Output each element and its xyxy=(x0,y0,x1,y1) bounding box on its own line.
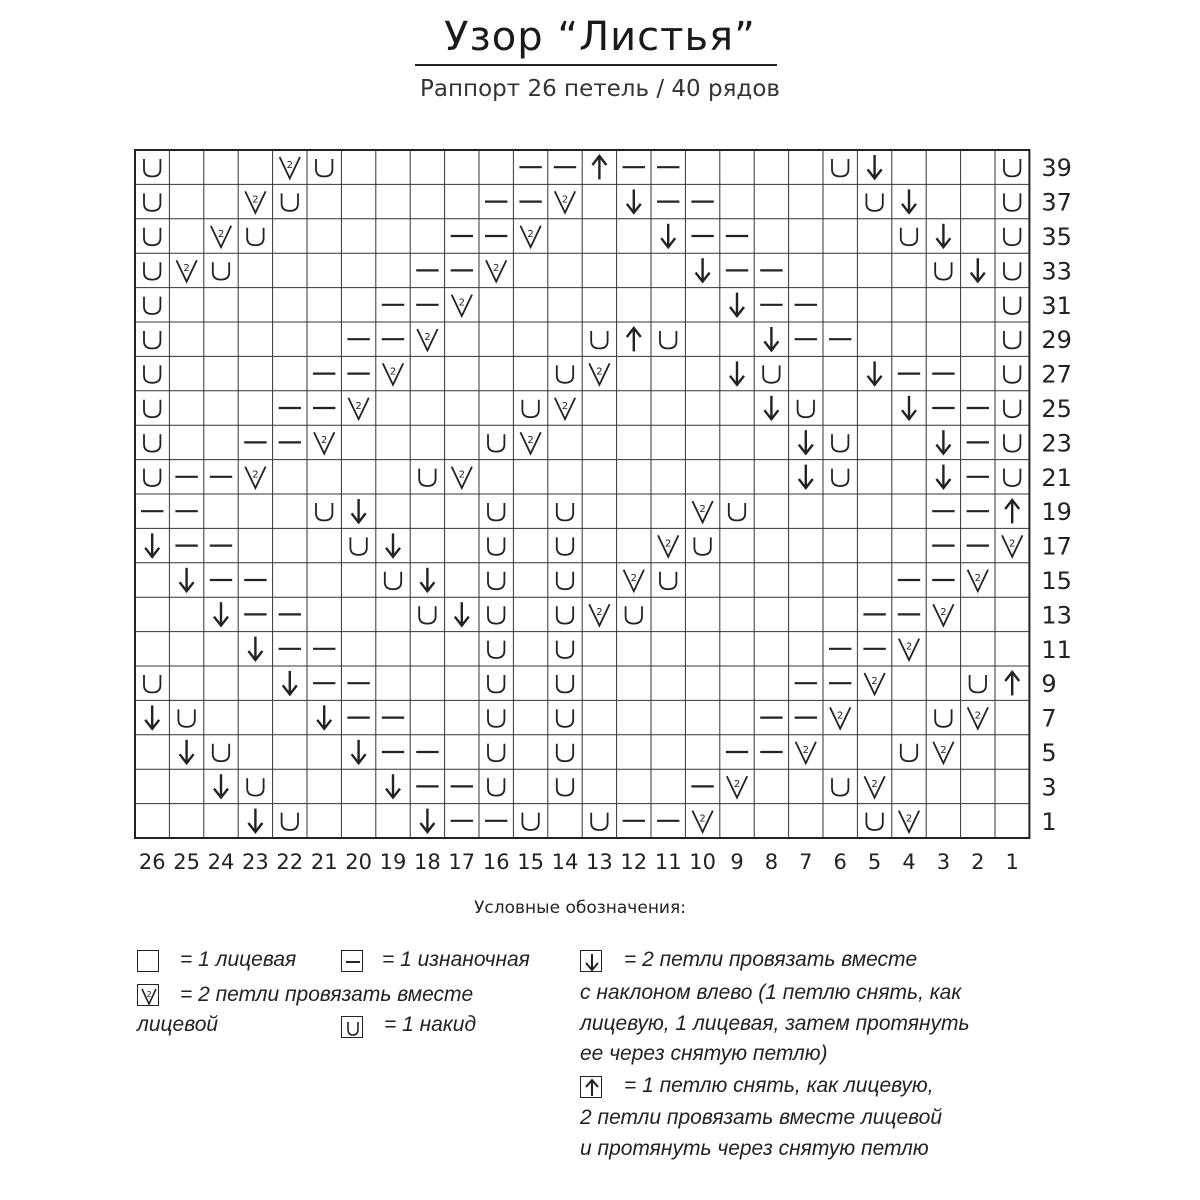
k2tog-digit: 2 xyxy=(389,366,397,378)
k2tog-digit: 2 xyxy=(493,263,500,275)
k2tog-digit: 2 xyxy=(871,779,878,791)
k2tog-digit: 2 xyxy=(630,572,637,584)
column-label: 6 xyxy=(833,850,847,874)
column-label: 10 xyxy=(689,850,716,874)
row-label: 3 xyxy=(1041,773,1057,802)
ssk-symbol-box xyxy=(580,950,602,972)
k2tog-digit: 2 xyxy=(905,813,913,825)
k2tog-digit: 2 xyxy=(321,435,328,447)
column-label: 18 xyxy=(414,850,441,874)
row-label: 9 xyxy=(1041,670,1057,699)
yo-symbol-box xyxy=(341,1016,363,1038)
column-label: 17 xyxy=(448,850,476,874)
row-label: 1 xyxy=(1041,807,1057,836)
row-label: 7 xyxy=(1041,704,1057,733)
k2tog-digit: 2 xyxy=(905,641,913,653)
k2tog-symbol-box xyxy=(137,984,159,1006)
k2tog-digit: 2 xyxy=(527,435,534,447)
knit-symbol-box xyxy=(137,950,159,972)
row-label: 33 xyxy=(1041,257,1072,286)
column-label: 11 xyxy=(654,850,682,874)
k2tog-icon xyxy=(138,985,160,1007)
column-label: 7 xyxy=(799,850,813,874)
row-label: 5 xyxy=(1041,739,1057,767)
column-label: 24 xyxy=(207,850,235,874)
k2tog-digit: 2 xyxy=(561,400,569,412)
column-label: 9 xyxy=(730,850,744,874)
legend-knit-text: = 1 лицевая xyxy=(180,948,297,971)
column-label: 16 xyxy=(482,850,510,874)
k2tog-digit: 2 xyxy=(458,297,465,309)
row-label: 37 xyxy=(1041,188,1072,217)
row-label: 17 xyxy=(1041,532,1072,561)
legend-purl-text: = 1 изнаночная xyxy=(382,948,530,971)
chart-subtitle: Раппорт 26 петель / 40 рядов xyxy=(420,76,780,102)
k2tog-digit: 2 xyxy=(252,469,259,481)
chart-title: Узор “Листья” xyxy=(444,14,756,60)
k2tog-digit: 2 xyxy=(699,813,706,825)
legend-ssk-line3: лицевую, 1 лицевая, затем протянуть xyxy=(580,1012,970,1035)
k2tog-digit: 2 xyxy=(733,779,741,791)
row-label: 39 xyxy=(1041,154,1072,183)
column-label: 26 xyxy=(138,850,166,874)
k2tog-digit: 2 xyxy=(665,538,672,550)
k2tog-digit: 2 xyxy=(424,332,431,343)
column-label: 14 xyxy=(551,850,579,874)
column-label: 12 xyxy=(620,850,648,874)
column-label: 20 xyxy=(345,850,372,874)
row-label: 31 xyxy=(1041,291,1072,320)
k2tog-digit: 2 xyxy=(837,710,844,722)
k2tog-digit: 2 xyxy=(252,194,259,206)
k2tog-digit: 2 xyxy=(871,676,878,687)
column-label: 1 xyxy=(1005,850,1019,874)
svg-text:2: 2 xyxy=(146,990,152,999)
column-label: 3 xyxy=(936,850,951,874)
k2tog-digit: 2 xyxy=(217,228,225,240)
k2tog-digit: 2 xyxy=(940,607,947,619)
cdd-arrow-up-icon xyxy=(581,1077,603,1099)
row-label: 35 xyxy=(1041,223,1072,251)
k2tog-digit: 2 xyxy=(183,263,190,275)
purl-symbol-box xyxy=(341,950,363,972)
k2tog-digit: 2 xyxy=(974,710,981,722)
row-label: 29 xyxy=(1041,326,1072,355)
k2tog-digit: 2 xyxy=(527,228,534,240)
row-label: 19 xyxy=(1041,498,1072,527)
k2tog-digit: 2 xyxy=(286,160,293,171)
row-label: 15 xyxy=(1041,567,1072,595)
legend-cdd-line2: 2 петли провязать вместе лицевой xyxy=(580,1106,943,1129)
column-label: 22 xyxy=(276,850,304,874)
k2tog-digit: 2 xyxy=(355,400,362,412)
k2tog-digit: 2 xyxy=(458,469,465,481)
k2tog-digit: 2 xyxy=(974,572,981,584)
k2tog-digit: 2 xyxy=(561,194,569,206)
k2tog-digit: 2 xyxy=(596,366,603,378)
row-label: 23 xyxy=(1041,429,1072,458)
k2tog-digit: 2 xyxy=(699,504,706,515)
yo-icon xyxy=(342,1017,364,1039)
legend-yo-text: = 1 накид xyxy=(384,1013,477,1036)
legend-ssk-line2: с наклоном влево (1 петлю снять, как xyxy=(580,981,962,1004)
column-label: 4 xyxy=(902,850,916,874)
column-label: 25 xyxy=(173,850,200,874)
column-label: 2 xyxy=(971,850,985,874)
k2tog-digit: 2 xyxy=(802,744,809,756)
row-label: 11 xyxy=(1041,635,1072,664)
column-label: 13 xyxy=(586,850,613,874)
column-label: 19 xyxy=(379,850,407,874)
column-label: 23 xyxy=(242,850,269,874)
column-label: 5 xyxy=(867,850,882,874)
legend-ssk-line4: ее через снятую петлю) xyxy=(580,1042,828,1065)
column-label: 21 xyxy=(310,850,338,874)
row-label: 13 xyxy=(1041,601,1072,630)
cdd-symbol-box xyxy=(580,1076,602,1098)
legend-k2tog-line1: = 2 петли провязать вместе xyxy=(180,983,474,1006)
column-label: 15 xyxy=(517,850,544,874)
row-label: 21 xyxy=(1041,463,1072,492)
purl-dash-icon xyxy=(342,951,364,973)
legend-heading: Условные обозначения: xyxy=(474,898,686,918)
legend-cdd-line1: = 1 петлю снять, как лицевую, xyxy=(624,1074,934,1097)
legend-ssk-line1: = 2 петли провязать вместе xyxy=(624,948,918,971)
legend-k2tog-line2: лицевой xyxy=(137,1013,219,1036)
k2tog-digit: 2 xyxy=(1009,538,1016,550)
row-label: 27 xyxy=(1041,360,1072,389)
column-label: 8 xyxy=(764,850,779,874)
legend-cdd-line3: и протянуть через снятую петлю xyxy=(580,1137,929,1160)
k2tog-digit: 2 xyxy=(940,744,947,756)
row-label: 25 xyxy=(1041,395,1072,423)
k2tog-digit: 2 xyxy=(596,607,603,619)
ssk-arrow-down-icon xyxy=(581,951,603,973)
